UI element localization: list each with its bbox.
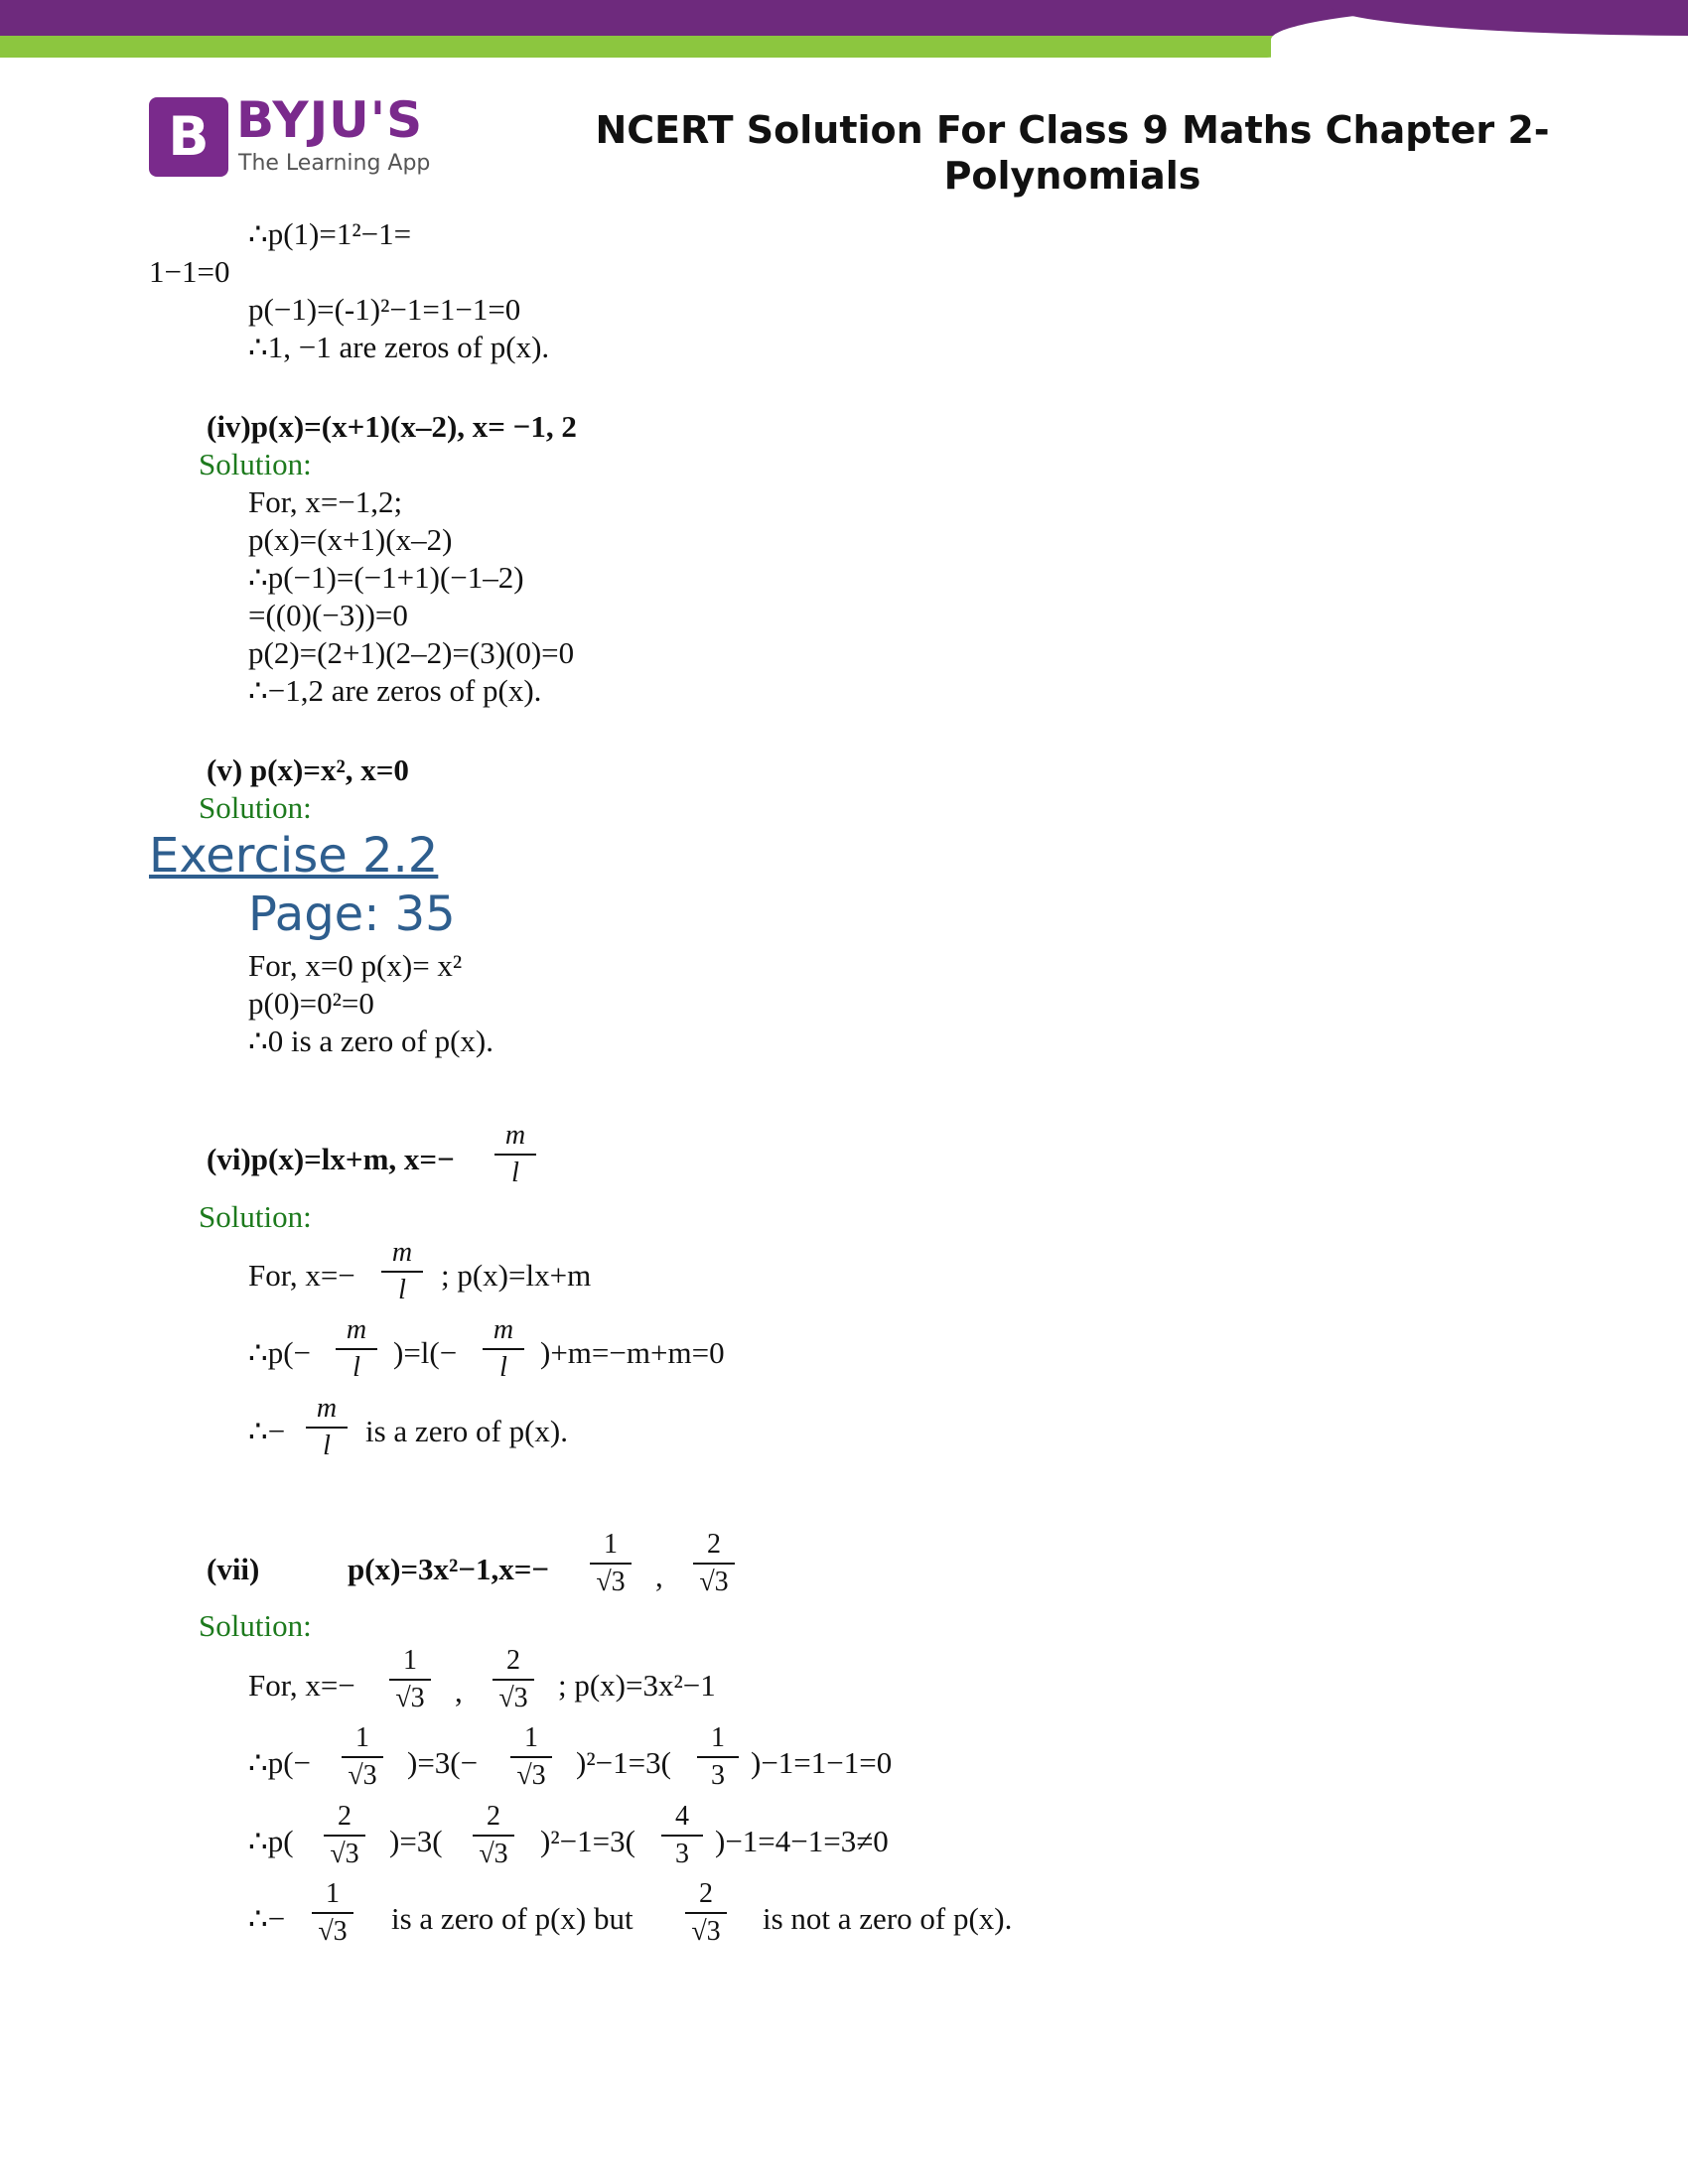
text-line: )²−1=3( [576, 1745, 671, 1780]
text-line: )²−1=3( [540, 1824, 635, 1858]
fraction-4-over-3: 4 3 [657, 1801, 707, 1870]
fraction-2-over-root3: 2 √3 [689, 1529, 739, 1598]
logo-icon: B [149, 97, 228, 177]
text-line: ∴− [248, 1414, 286, 1448]
fraction-m-over-l: m l [491, 1120, 540, 1189]
text-line: p(0)=0²=0 [248, 986, 374, 1021]
fraction-2-over-root3: 2 √3 [320, 1801, 369, 1870]
text-line: )=3(− [407, 1745, 479, 1780]
text-line: For, x=− [248, 1668, 355, 1703]
text-line: ∴1, −1 are zeros of p(x). [248, 330, 550, 364]
text-line: is a zero of p(x) but [391, 1901, 633, 1936]
text-line: ∴p(1)=1²−1= [248, 216, 412, 251]
fraction-1-over-root3: 1 √3 [308, 1878, 357, 1948]
question-heading: (v) p(x)=x², x=0 [207, 752, 409, 787]
header-band-green [0, 36, 1321, 58]
text-line: is not a zero of p(x). [763, 1901, 1013, 1936]
solution-label: Solution: [199, 447, 312, 481]
text-line: p(2)=(2+1)(2–2)=(3)(0)=0 [248, 635, 575, 670]
question-heading: p(x)=3x²−1,x=− [348, 1552, 550, 1586]
fraction-1-over-root3: 1 √3 [586, 1529, 635, 1598]
question-label: (vii) [207, 1552, 260, 1586]
logo-brand: BYJU'S [236, 91, 424, 149]
text-line: ∴p(−1)=(−1+1)(−1–2) [248, 560, 524, 595]
text-line: )−1=1−1=0 [751, 1745, 893, 1780]
fraction-2-over-root3: 2 √3 [489, 1645, 538, 1714]
text-line: )=3( [389, 1824, 443, 1858]
fraction-1-over-3: 1 3 [693, 1722, 743, 1792]
question-heading: (vi)p(x)=lx+m, x=− [207, 1142, 455, 1176]
question-heading: (iv)p(x)=(x+1)(x–2), x= −1, 2 [207, 409, 577, 444]
text-line: )+m=−m+m=0 [540, 1335, 725, 1370]
text-line: is a zero of p(x). [365, 1414, 568, 1448]
fraction-1-over-root3: 1 √3 [506, 1722, 556, 1792]
fraction-m-over-l: m l [332, 1314, 381, 1384]
text-line: ; p(x)=3x²−1 [558, 1668, 716, 1703]
fraction-1-over-root3: 1 √3 [385, 1645, 435, 1714]
fraction-m-over-l: m l [302, 1393, 352, 1462]
comma: , [655, 1559, 663, 1593]
exercise-heading: Exercise 2.2 [149, 828, 439, 884]
page-number-heading: Page: 35 [248, 887, 456, 942]
text-line: p(−1)=(-1)²−1=1−1=0 [248, 292, 521, 327]
byjus-logo [149, 91, 437, 181]
text-line: For, x=0 p(x)= x² [248, 948, 463, 983]
page-title-line2: Polynomials [943, 154, 1201, 198]
fraction-1-over-root3: 1 √3 [338, 1722, 387, 1792]
solution-label: Solution: [199, 1199, 312, 1234]
text-line: For, x=− [248, 1258, 355, 1293]
text-line: ∴p( [248, 1824, 294, 1858]
text-line: )=l(− [393, 1335, 458, 1370]
text-line: ∴0 is a zero of p(x). [248, 1024, 493, 1058]
solution-label: Solution: [199, 1608, 312, 1643]
fraction-m-over-l: m l [479, 1314, 528, 1384]
fraction-m-over-l: m l [377, 1237, 427, 1306]
text-line: =((0)(−3))=0 [248, 598, 408, 632]
fraction-2-over-root3: 2 √3 [681, 1878, 731, 1948]
text-line: ; p(x)=lx+m [441, 1258, 592, 1293]
logo-tagline: The Learning App [238, 151, 431, 176]
text-line: ∴p(− [248, 1335, 312, 1370]
text-line: )−1=4−1=3≠0 [715, 1824, 889, 1858]
text-line: ∴−1,2 are zeros of p(x). [248, 673, 542, 708]
solution-label: Solution: [199, 790, 312, 825]
comma: , [455, 1674, 463, 1708]
page-title [556, 107, 1589, 199]
text-line: p(x)=(x+1)(x–2) [248, 522, 453, 557]
fraction-2-over-root3: 2 √3 [469, 1801, 518, 1870]
text-line: ∴− [248, 1901, 286, 1936]
text-line: For, x=−1,2; [248, 484, 403, 519]
text-line: ∴p(− [248, 1745, 312, 1780]
text-line: 1−1=0 [149, 254, 230, 289]
page-title-line1: NCERT Solution For Class 9 Maths Chapter 2- [595, 108, 1550, 152]
